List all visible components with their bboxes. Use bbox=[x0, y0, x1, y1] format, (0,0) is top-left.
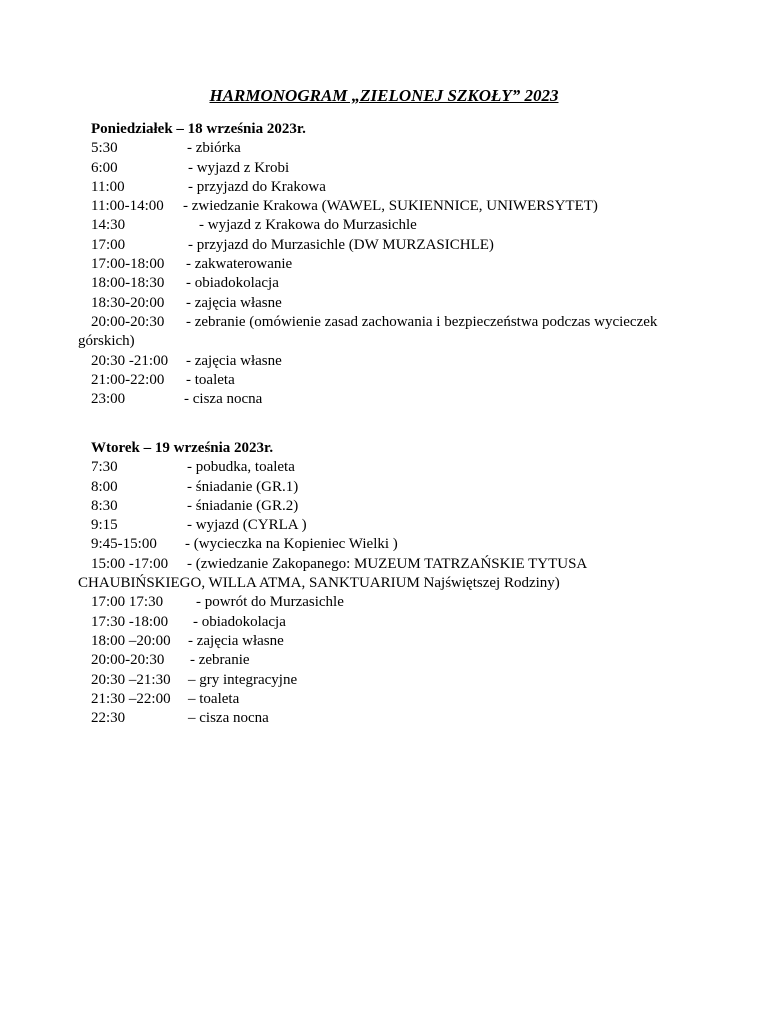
schedule-row bbox=[78, 555, 691, 594]
entry-description: – gry integracyjne bbox=[188, 671, 298, 688]
entry-time: 17:30 -18:00 bbox=[91, 613, 169, 630]
entry-description: - zwiedzanie Krakowa (WAWEL, SUKIENNICE, UNIWERSYTET) bbox=[183, 198, 598, 215]
schedule-row bbox=[91, 613, 691, 632]
schedule-row bbox=[91, 709, 691, 728]
entry-time: 20:30 –21:30 bbox=[91, 671, 171, 688]
day-heading: Wtorek – 19 września 2023r. bbox=[91, 440, 274, 456]
entry-time: 17:00-18:00 bbox=[91, 256, 165, 273]
entry-description: - wyjazd (CYRLA ) bbox=[187, 517, 307, 534]
schedule-row bbox=[91, 159, 691, 178]
entry-time: 20:00-20:30 bbox=[91, 313, 165, 330]
entry-description: - śniadanie (GR.2) bbox=[187, 497, 299, 514]
schedule-row bbox=[91, 294, 691, 313]
entry-time: 8:00 bbox=[91, 478, 118, 495]
entry-description: - pobudka, toaleta bbox=[187, 459, 295, 476]
entry-time: 9:15 bbox=[91, 517, 118, 534]
schedule-row bbox=[91, 516, 691, 535]
entry-time: 23:00 bbox=[91, 391, 126, 408]
day-schedule-tuesday bbox=[78, 439, 691, 728]
entry-description-continued: CHAUBIŃSKIEGO, WILLA ATMA, SANKTUARIUM Najświętszej Rodziny) bbox=[78, 575, 560, 592]
entry-time: 20:30 -21:00 bbox=[91, 352, 169, 369]
entry-time: 18:00-18:30 bbox=[91, 275, 165, 292]
entry-description: - zakwaterowanie bbox=[186, 256, 293, 273]
entry-time: 17:00 17:30 bbox=[91, 594, 164, 611]
entry-time: 7:30 bbox=[91, 459, 118, 476]
entry-description: - zajęcia własne bbox=[186, 352, 282, 369]
entry-description: – cisza nocna bbox=[188, 710, 269, 727]
entry-description: - zajęcia własne bbox=[186, 294, 282, 311]
entry-time: 18:00 –20:00 bbox=[91, 632, 171, 649]
schedule-row bbox=[91, 632, 691, 651]
schedule-row bbox=[91, 178, 691, 197]
entry-description: - obiadokolacja bbox=[186, 275, 279, 292]
entry-time: 11:00-14:00 bbox=[91, 198, 164, 215]
entry-time: 18:30-20:00 bbox=[91, 294, 165, 311]
schedule-row bbox=[91, 197, 691, 216]
entry-time: 6:00 bbox=[91, 159, 118, 176]
document-title: HARMONOGRAM „ZIELONEJ SZKOŁY” 2023 bbox=[209, 86, 559, 105]
entry-time: 21:30 –22:00 bbox=[91, 690, 171, 707]
entry-time: 11:00 bbox=[91, 178, 125, 195]
entry-description: – toaleta bbox=[188, 690, 240, 707]
entry-description: - toaleta bbox=[186, 371, 235, 388]
schedule-row bbox=[91, 593, 691, 612]
schedule-row bbox=[91, 139, 691, 158]
schedule-row bbox=[91, 497, 691, 516]
schedule-row bbox=[91, 671, 691, 690]
entry-time: 5:30 bbox=[91, 140, 118, 157]
day-heading: Poniedziałek – 18 września 2023r. bbox=[91, 121, 306, 137]
entry-description-continued: górskich) bbox=[78, 333, 135, 350]
entry-description: - wyjazd z Krobi bbox=[188, 159, 290, 176]
schedule-row bbox=[91, 255, 691, 274]
entry-description: - (zwiedzanie Zakopanego: MUZEUM TATRZAŃSKIE TYTUSA bbox=[187, 555, 588, 572]
entry-description: - przyjazd do Krakowa bbox=[188, 178, 326, 195]
schedule-row bbox=[91, 274, 691, 293]
schedule-row bbox=[91, 216, 691, 235]
schedule-row bbox=[91, 458, 691, 477]
entry-time: 14:30 bbox=[91, 217, 126, 234]
schedule-row bbox=[91, 352, 691, 371]
schedule-row bbox=[91, 535, 691, 554]
entry-description: - cisza nocna bbox=[184, 391, 263, 408]
schedule-row bbox=[78, 313, 691, 352]
entry-description: - (wycieczka na Kopieniec Wielki ) bbox=[185, 536, 398, 553]
entry-description: - obiadokolacja bbox=[193, 613, 286, 630]
entry-time: 15:00 -17:00 bbox=[91, 555, 169, 572]
schedule-row bbox=[91, 390, 691, 409]
entry-description: - zebranie (omówienie zasad zachowania i bezpieczeństwa podczas wycieczek bbox=[186, 313, 658, 330]
entry-time: 8:30 bbox=[91, 497, 118, 514]
entry-description: - zbiórka bbox=[187, 140, 241, 157]
schedule-row bbox=[91, 236, 691, 255]
entry-description: - śniadanie (GR.1) bbox=[187, 478, 299, 495]
entry-description: - wyjazd z Krakowa do Murzasichle bbox=[199, 217, 417, 234]
entry-time: 22:30 bbox=[91, 710, 126, 727]
entry-description: - zebranie bbox=[190, 652, 250, 669]
entry-description: - powrót do Murzasichle bbox=[196, 594, 344, 611]
entry-time: 20:00-20:30 bbox=[91, 652, 165, 669]
entry-time: 17:00 bbox=[91, 236, 126, 253]
entry-time: 21:00-22:00 bbox=[91, 371, 165, 388]
entry-description: - przyjazd do Murzasichle (DW MURZASICHLE) bbox=[188, 236, 494, 253]
schedule-row bbox=[91, 690, 691, 709]
entry-description: - zajęcia własne bbox=[188, 632, 284, 649]
day-schedule-monday bbox=[78, 120, 691, 409]
schedule-row bbox=[91, 651, 691, 670]
schedule-row bbox=[91, 371, 691, 390]
schedule-row bbox=[91, 478, 691, 497]
entry-time: 9:45-15:00 bbox=[91, 536, 157, 553]
